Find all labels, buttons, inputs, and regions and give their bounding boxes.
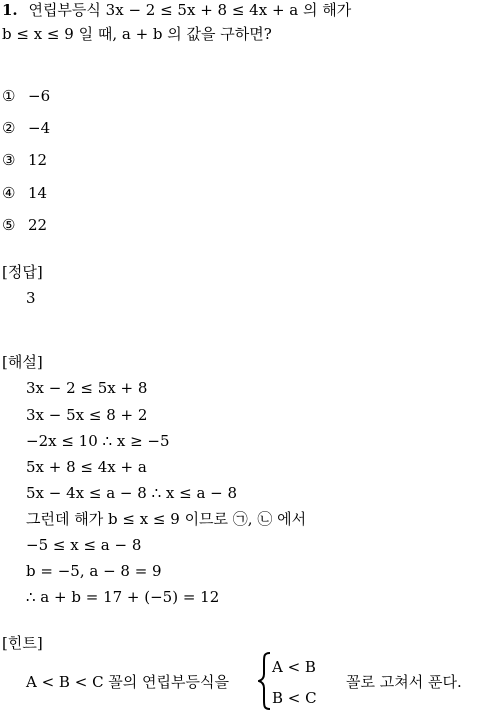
choice-mark: ② [2,119,16,137]
choice-5 [2,215,47,235]
left-brace-icon [258,652,272,710]
choice-text: 12 [28,151,48,169]
choice-3 [2,150,47,170]
solution-line-4: 5x + 8 ≤ 4x + a [26,458,147,476]
solution-heading: [해설] [2,353,43,371]
choice-text: −4 [28,119,51,137]
choice-text: 22 [28,216,48,234]
choice-mark: ③ [2,151,16,169]
hint-bottom-inequality: B < C [272,689,317,707]
solution-line-1: 3x − 2 ≤ 5x + 8 [26,379,148,397]
problem-number: 1. [2,1,18,19]
hint-top-inequality: A < B [272,658,316,676]
problem-line-2: b ≤ x ≤ 9 일 때, a + b 의 값을 구하면? [2,25,272,43]
solution-line-3: −2x ≤ 10 ∴ x ≥ −5 [26,432,170,450]
answer-heading: [정답] [2,263,43,281]
choice-text: 14 [28,184,48,202]
choice-1 [2,86,50,106]
solution-line-6: 그런데 해가 b ≤ x ≤ 9 이므로 ㉠, ㉡ 에서 [26,510,307,528]
choice-mark: ⑤ [2,216,16,234]
problem-text-1: 연립부등식 3x − 2 ≤ 5x + 8 ≤ 4x + a 의 해가 [28,1,352,19]
solution-line-8: b = −5, a − 8 = 9 [26,562,162,580]
solution-line-5: 5x − 4x ≤ a − 8 ∴ x ≤ a − 8 [26,484,238,502]
hint-suffix: 꼴로 고쳐서 푼다. [346,673,462,691]
choice-2 [2,118,50,138]
solution-line-7: −5 ≤ x ≤ a − 8 [26,536,142,554]
choice-text: −6 [28,87,51,105]
answer-value: 3 [26,289,36,307]
solution-line-2: 3x − 5x ≤ 8 + 2 [26,406,148,424]
choice-mark: ① [2,87,16,105]
problem-line-1 [2,0,351,20]
solution-line-9: ∴ a + b = 17 + (−5) = 12 [26,588,220,606]
choice-4 [2,183,47,203]
hint-heading: [힌트] [2,634,43,652]
choice-mark: ④ [2,184,16,202]
hint-prefix: A < B < C 꼴의 연립부등식을 [26,673,229,691]
